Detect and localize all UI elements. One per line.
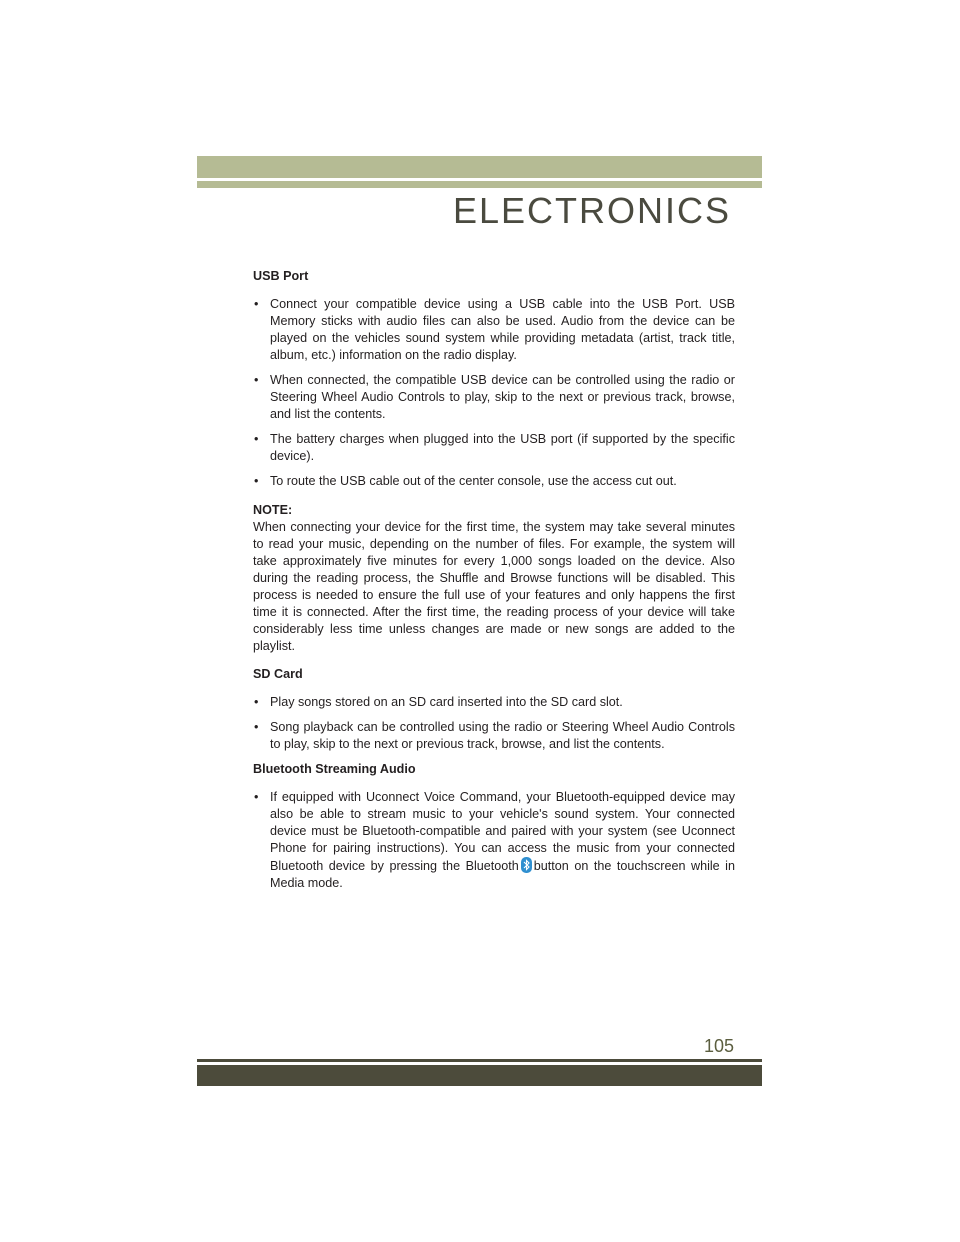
bluetooth-streaming-heading: Bluetooth Streaming Audio [253,762,416,776]
footer-band [197,1065,762,1086]
list-item-text: If equipped with Uconnect Voice Command, your Bluetooth-equipped device may also be able to stream music to your vehicle's sound system. Your connected device must be Bluetooth-compatible and paired with your system (see Uconnect Phone for pairing instructions). You can access the music from your connected Bluetooth device by pressing the Bluetooth [270,790,735,873]
header-band [197,156,762,178]
bullet-icon: • [254,720,259,734]
section-title: ELECTRONICS [452,190,731,231]
note-label: NOTE: [253,503,293,517]
header-band-stripe [197,181,762,188]
bullet-icon: • [254,695,259,709]
list-item [253,789,735,892]
list-item-text: button on the touchscreen while in Media mode. [270,859,735,890]
bullet-icon: • [254,373,259,387]
list-item-text: Play songs stored on an SD card inserted into the SD card slot. [270,695,623,709]
bullet-icon: • [254,474,259,488]
page-content [253,268,735,900]
list-item-text: The battery charges when plugged into the USB port (if supported by the specific device). [270,432,735,463]
bullet-icon: • [254,297,259,311]
bullet-icon: • [254,432,259,446]
sd-card-list [253,694,735,753]
list-item [253,694,735,711]
page-number: 105 [703,1036,734,1056]
bullet-icon: • [254,790,259,804]
list-item [253,431,735,465]
list-item [253,473,735,490]
list-item-text: Connect your compatible device using a USB cable into the USB Port. USB Memory sticks with audio files can also be used. Audio from the device can be played on the vehicles sound system while providing metadata (artist, track title, album, etc.) information on the radio display. [270,297,735,362]
list-item [253,719,735,753]
footer-band-stripe [197,1059,762,1062]
bluetooth-list [253,789,735,892]
list-item-text: Song playback can be controlled using the radio or Steering Wheel Audio Controls to play, skip to the next or previous track, browse, and list the contents. [270,720,735,751]
list-item-text: When connected, the compatible USB device can be controlled using the radio or Steering Wheel Audio Controls to play, skip to the next or previous track, browse, and list the contents. [270,373,735,421]
list-item-text: To route the USB cable out of the center console, use the access cut out. [270,474,677,488]
usb-port-list [253,296,735,490]
list-item [253,296,735,364]
usb-port-heading: USB Port [253,269,309,283]
bluetooth-icon [521,857,532,873]
list-item [253,372,735,423]
sd-card-heading: SD Card [253,667,303,681]
note-text: When connecting your device for the first time, the system may take several minutes to read your music, depending on the number of files. For example, the system will take approximately five minutes for every 1,000 songs loaded on the device. Also during the reading process, the Shuffle and Browse functions will be disabled. This process is needed to ensure the full use of your features and only happens the first time it is connected. After the first time, the reading process of your device will take considerably less time unless changes are made or new songs are added to the playlist. [253,520,735,653]
